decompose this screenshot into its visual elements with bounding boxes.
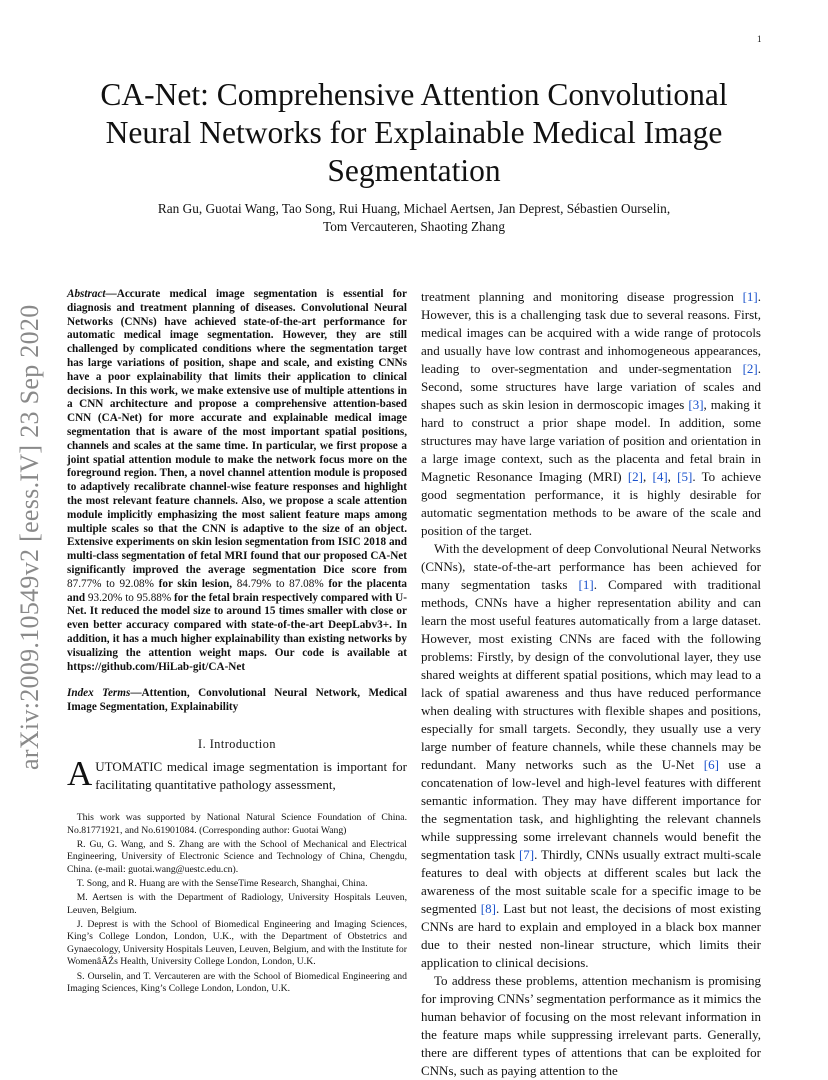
drop-cap: A	[67, 753, 93, 793]
body-text: With the development of deep Convolutional Neural Networks (CNNs), state-of-the-art performance has been achieved for many segmentation tasks	[421, 541, 761, 592]
abstract-value: 93.20% to 95.88%	[87, 591, 172, 604]
footnote-affiliation: M. Aertsen is with the Department of Radiology, University Hospitals Leuven, Leuven, Belgium.	[67, 891, 407, 916]
abstract-text: for skin lesion,	[153, 577, 237, 590]
abstract	[67, 288, 407, 674]
body-text: use a concatenation of low-level and high-level features with different semantic information. They may have different importance for the segmentation task, and highlighting the relevant channels while suppressing some irrelevant channels would benefit the segmentation task	[421, 757, 761, 862]
body-paragraph	[421, 288, 761, 540]
abstract-text: for the placenta and	[67, 577, 408, 604]
index-terms	[67, 687, 407, 715]
body-text: ,	[667, 469, 678, 484]
arxiv-identifier-stamp: arXiv:2009.10549v2 [eess.IV] 23 Sep 2020	[15, 304, 44, 770]
paper-title	[60, 76, 768, 190]
body-paragraph: To address these problems, attention mechanism is promising for improving CNNs’ segmentation performance as it mimics the human behavior of focusing on the most relevant information in the feature maps while suppressing irrelevant parts. Generally, there are different types of attentions that can be exploited for CNNs, such as paying attention to the	[421, 973, 761, 1078]
citation-link[interactable]: [2]	[627, 469, 644, 484]
body-text: treatment planning and monitoring disease progression	[421, 289, 743, 304]
title-line: Segmentation	[327, 153, 501, 188]
body-text: . Compared with traditional methods, CNNs have a higher representation ability and can learn the most useful features automatically from a large dataset. However, most existing CNNs are faced with the following problems: Firstly, by design of the convolutional layer, they use shared weights at different spatial positions, which may lead to a lack of spatial awareness and thus have reduced performance when dealing with structures with flexible shapes and positions, especially for small targets. Secondly, they usually use a very large number of feature channels, while these channels may be redundant. Many networks such as the U-Net	[421, 577, 761, 772]
author-line: Ran Gu, Guotai Wang, Tao Song, Rui Huang, Michael Aertsen, Jan Deprest, Sébastien Ourselin,	[157, 201, 671, 216]
citation-link[interactable]: [7]	[518, 847, 535, 862]
section-heading: I. Introduction	[198, 736, 276, 751]
citation-link[interactable]: [8]	[480, 901, 496, 916]
index-terms-text: —Attention, Convolutional Neural Network, Medical Image Segmentation, Explainability	[67, 687, 407, 714]
page-number: 1	[757, 34, 762, 44]
title-line: CA-Net: Comprehensive Attention Convolutional	[100, 77, 728, 112]
abstract-value: 87.77% to 92.08%	[67, 577, 154, 590]
body-text: . However, this is a challenging task due to several reasons. First, medical images can be acquired with a wide range of protocols and usually have low contrast and inhomogeneous appearances, leading to over-segmentation and under-segmentation	[421, 289, 761, 376]
body-text: . Second, some structures have large variation of scales and shapes such as skin lesion in dermoscopic images	[421, 361, 761, 412]
title-line: Neural Networks for Explainable Medical Image	[105, 115, 723, 150]
left-column	[67, 288, 407, 997]
footnote-affiliation: S. Ourselin, and T. Vercauteren are with the School of Biomedical Engineering and Imaging Sciences, King’s College London, London, U.K.	[67, 970, 407, 995]
body-paragraph	[421, 540, 761, 972]
citation-link[interactable]: [1]	[742, 289, 758, 304]
abstract-text: for the fetal brain respectively compared with U-Net. It reduced the model size to around 15 times smaller with close or even better accuracy compared with state-of-the-art DeepLabv3+. In addition, it has a much higher explainability than existing networks by visualizing the attention weight maps. Our code is available at https://github.com/HiLab-git/CA-Net	[67, 591, 407, 673]
right-column	[421, 288, 761, 1080]
body-text: . Last but not least, the decisions of most existing CNNs are hard to explain and employed in a black box manner due to their nested non-linear structure, which limits their application to clinical decisions.	[421, 901, 762, 970]
footnote-affiliation: J. Deprest is with the School of Biomedical Engineering and Imaging Sciences, King’s College London, London, U.K., with the Department of Obstetrics and Gynaecology, University Hospitals Leuven, Leuven, Belgium, and with the Institute for WomenâĂŹs Health, University College London, London, U.K.	[67, 918, 407, 968]
footnote-funding: This work was supported by National Natural Science Foundation of China. No.81771921, and No.61901084. (Corresponding author: Guotai Wang)	[67, 811, 407, 836]
footnotes	[67, 812, 407, 996]
abstract-value: 84.79% to 87.08%	[236, 577, 324, 590]
citation-link[interactable]: [2]	[742, 361, 758, 376]
citation-link[interactable]: [4]	[652, 469, 668, 484]
body-text: . Thirdly, CNNs usually extract multi-scale features to deal with objects at different scales but lack the awareness of the most suitable scale for a specific image to be segmented	[421, 847, 761, 916]
abstract-lead: Abstract	[67, 288, 106, 300]
author-list	[90, 200, 738, 236]
citation-link[interactable]: [5]	[677, 469, 693, 484]
footnote-affiliation: T. Song, and R. Huang are with the SenseTime Research, Shanghai, China.	[76, 877, 368, 889]
introduction-text: UTOMATIC medical image segmentation is important for facilitating quantitative pathology assessment,	[95, 758, 407, 792]
body-text: ,	[643, 469, 653, 484]
citation-link[interactable]: [1]	[578, 577, 594, 592]
abstract-text: —Accurate medical image segmentation is essential for diagnosis and treatment planning of diseases. Convolutional Neural Networks (CNNs) have achieved state-of-the-art performance for automatic medical image segmentation. However, they are still challenged by complicated conditions where the segmentation target has large variations of position, shape and scale, and existing CNNs have a poor explainability that limits their application to clinical decisions. In this work, we make extensive use of multiple attentions in a CNN architecture and propose a comprehensive attention-based CNN (CA-Net) for more accurate and explainable medical image segmentation that is aware of the most important spatial positions, channels and scales at the same time. In particular, we first propose a joint spatial attention module to make the network focus more on the foreground region. Then, a novel channel attention module is proposed to adaptively recalibrate channel-wise feature responses and highlight the most relevant feature channels. Also, we propose a scale attention module implicitly emphasizing the most salient feature maps among multiple scales so that the CNN is adaptive to the size of an object. Extensive experiments on skin lesion segmentation from ISIC 2018 and multi-class segmentation of fetal MRI found that our proposed CA-Net significantly improved the average segmentation Dice score from	[67, 288, 407, 576]
footnote-affiliation: R. Gu, G. Wang, and S. Zhang are with the School of Mechanical and Electrical Engineering, University of Electronic Science and Technology of China, Chengdu, China. (e-mail: guotai.wang@uestc.edu.cn).	[67, 838, 407, 875]
body-text: . To achieve good segmentation performance, it is highly desirable for automatic segmentation methods to be aware of the scale and position of the target.	[421, 469, 762, 538]
citation-link[interactable]: [3]	[688, 397, 704, 412]
introduction-paragraph	[67, 753, 407, 794]
body-text: , making it hard to construct a prior shape model. In addition, some structures may have large variation of position and orientation in a large image context, such as the placenta and fetal brain in Magnetic Resonance Imaging (MRI)	[421, 397, 761, 484]
citation-link[interactable]: [6]	[703, 757, 719, 772]
index-terms-lead: Index Terms	[67, 687, 131, 700]
author-line: Tom Vercauteren, Shaoting Zhang	[323, 219, 505, 234]
